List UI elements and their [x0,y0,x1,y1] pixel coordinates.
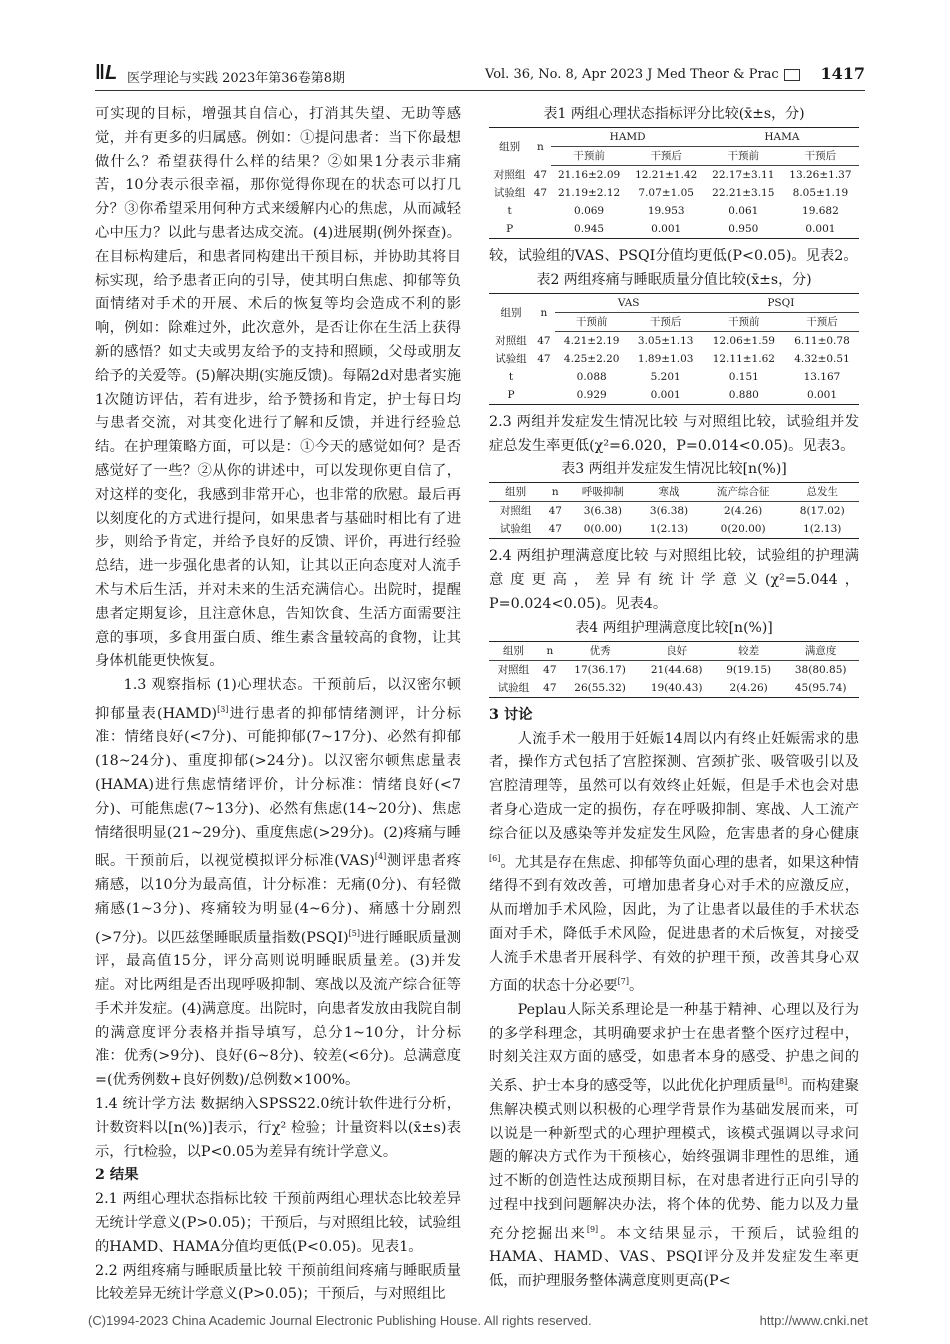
section-2-1: 2.1 两组心理状态指标比较 干预前两组心理状态比较差异无统计学意义(P>0.05)；干预后，与对照组比较，试验组的HAMD、HAMA分值均更低(P<0.05)。见表1。 [95,1191,461,1255]
paragraph-intervention: 可实现的目标，增强其自信心，打消其失望、无助等感觉，并有更多的归属感。例如：①提问患者：当下你最想做什么？希望获得什么样的结果？②如果1分表示非痛苦，10分表示很幸福，那你觉得你现在的状态可以打几分？③你希望采用何种方式来缓解内心的焦虑，从而减轻心中压力？以此与患者达成交流。(4)进展期(例外探查)。在目标构建后，和患者同构建出干预目标，并协助其将目标实现，给予患者正向的引导，使其明白焦虑、抑郁等负面情绪对手术的开展、术后的恢复等均会造成不利的影响，例如：除难过外，此次意外，是否让你在生活上获得新的感悟？如丈夫或男友给予的支持和照顾，父母或朋友给予的关爱等。(5)解决期(实施反馈)。每隔2d对患者实施1次随访评估，若有进步，给予赞扬和肯定，护士每日均与患者交流，对其变化进行了解和反馈，并进行经验总结。在护理策略方面，可以是：①今天的感觉如何？是否感觉好了一些？②从你的讲述中，可以发现你更自信了，对这样的变化，我感到非常开心，也非常的欣慰。最后再以刻度化的方式进行提问，如果患者与基础时相比有了进步，则给予肯定，并给予良好的反馈、评价，再进行经验总结，进一步强化患者的认知，让其以正向态度对人流手术与术后生活，并对未来的生活充满信心。出院时，提醒患者定期复诊，且注意休息，告知饮食、生活方面需要注意的事项，多食用蛋白质、维生素含量较高的食物，让其身体机能更快恢复。 [95,106,461,670]
table-row: t 0.088 5.201 0.151 13.167 [508,370,841,383]
left-column [95,103,461,1307]
journal-logo-icon: ǁL [95,62,118,84]
heading-discussion: 3 讨论 [489,706,533,723]
header-journal-cn: 医学理论与实践 2023年第36卷第8期 [127,71,346,86]
section-2-2: 2.2 两组疼痛与睡眠质量比较 干预前组间疼痛与睡眠质量比较差异无统计学意义(P>0.05)；干预后，与对照组比 [95,1262,461,1303]
table-row: 试验组 47 26(55.32) 19(40.43) 2(4.26) 45(95.74) [489,679,859,698]
table-row: P 0.945 0.001 0.950 0.001 [489,220,859,239]
table-row: 试验组 47 21.19±2.12 7.07±1.05 22.21±3.15 8.05±1.19 [493,187,849,199]
discussion-paragraph-2: Peplau人际关系理论是一种基于精神、心理以及行为的多学科理念，其明确要求护士在患者整个医疗过程中，时刻关注双方面的感受，如患者本身的感受、护患之间的关系、护士本身的感受等，以此优化护理质量[8]。而构建聚焦解决模式则以积极的心理学背景作为基础发展而来，可以说是一种新型式的心理护理模式，该模式强调以寻求问题的解决方式作为干预核心，始终强调非理性的思维，通过不断的创造性达成预期目标，在对患者进行正向引导的过程中找到问题解决办法，将个体的优势、能力以及力量充分挖掘出来[9]。本文结果显示，干预后，试验组的HAMA、HAMD、VAS、PSQI评分及并发症发生率更低，而护理服务整体满意度则更高(P< [489,1001,860,1290]
header-box-icon [784,69,800,81]
table-row: 试验组 47 4.25±2.20 1.89±1.03 12.11±1.62 4.32±0.51 [495,352,850,365]
table2: 组别 n VAS PSQI 干预前 干预后 干预前 干预后 对照组 47 4.21±2.19 3.05±1.13 12.06±1.59 6.11±0.78 试验组 47 4.25±2.20 1.89±1.03 12.11±1.62 4.32±0.51 t 0.088 5.201 0.151 13.167 P 0.929 0.001 0.880 0.001 [489,293,859,405]
section-1-4: 1.4 统计学方法 数据纳入SPSS22.0统计软件进行分析，计数资料以[n(%)]表示，行χ² 检验；计量资料以(x̄±s)表示，行t检验，以P<0.05为差异有统计学意义。 [95,1095,461,1160]
header-journal-en: Vol. 36, No. 8, Apr 2023 J Med Theor & Prac [485,67,800,82]
discussion-paragraph-1: 人流手术一般用于妊娠14周以内有终止妊娠需求的患者，操作方式包括了宫腔探测、宫颈扩张、吸管吸引以及宫腔清理等，虽然可以有效终止妊娠，但是手术也会对患者身心造成一定的损伤，存在呼吸抑制、寒战、人工流产综合征以及感染等并发症发生风险，危害患者的身心健康[6]。尤其是存在焦虑、抑郁等负面心理的患者，如果这种情绪得不到有效改善，可增加患者身心对手术的应激反应，从而增加手术风险，因此，为了让患者以最佳的手术状态面对手术，降低手术风险，促进患者的术后恢复，对接受人流手术患者开展科学、有效的护理干预，改善其身心双方面的状态十分必要[7]。 [489,730,859,995]
table1-caption: 表1 两组心理状态指标评分比较(x̄±s，分) [543,106,805,122]
section-1-3: 1.3 观察指标 (1)心理状态。干预前后，以汉密尔顿抑郁量表(HAMD)[3]进行患者的抑郁情绪测评，计分标准：情绪良好(<7分)、可能抑郁(7~17分)、必然有抑郁(18~24分)、重度抑郁(>24分)。以汉密尔顿焦虑量表(HAMA)进行焦虑情绪评价，计分标准：情绪良好(<7分)、可能焦虑(7~13分)、必然有焦虑(14~20分)、焦虑情绪很明显(21~29分)、重度焦虑(>29分)。(2)疼痛与睡眠。干预前后，以视觉模拟评分标准(VAS)[4]测评患者疼痛感，以10分为最高值，计分标准：无痛(0分)、有轻微痛感(1~3分)、疼痛较为明显(4~6分)、痛感十分剧烈(>7分)。以匹兹堡睡眠质量指数(PSQI)[5]进行睡眠质量测评，最高值15分，评分高则说明睡眠质量差。(3)并发症。对比两组是否出现呼吸抑制、寒战以及流产综合征等手术并发症。(4)满意度。出院时，向患者发放由我院自制的满意度评分表格并指导填写，总分1~10分，计分标准：优秀(>9分)、良好(6~8分)、较差(<6分)。总满意度=(优秀例数+良好例数)/总例数×100%。 [95,677,462,1089]
cnki-link[interactable]: http://www.cnki.net [759,1313,868,1328]
table-row: P 0.929 0.001 0.880 0.001 [489,386,859,405]
right-column [489,103,859,1294]
table2-caption: 表2 两组疼痛与睡眠质量分值比较(x̄±s，分) [536,271,812,288]
section-2-4: 2.4 两组护理满意度比较 与对照组比较，试验组的护理满意度更高，差异有统计学意义(χ²=5.044，P=0.024<0.05)。见表4。 [489,548,859,612]
table4-caption: 表4 两组护理满意度比较[n(%)] [575,619,773,636]
table-row: 试验组 47 0(0.00) 1(2.13) 0(20.00) 1(2.13) [489,520,859,539]
table1: 组别 n HAMD HAMA 干预前 干预后 干预前 干预后 对照组 47 21.16±2.09 12.21±1.42 22.17±3.11 13.26±1.37 试验组 47 21.19±2.12 7.07±1.05 22.21±3.15 8.05±1.19 t 0.069 19.953 0.061 19.682 P 0.945 0.001 0.950 0.001 [489,127,859,239]
table3: 组别 n 呼吸抑制 寒战 流产综合征 总发生 对照组 47 3(6.38) 3(6.38) 2(4.26) 8(17.02) 试验组 47 0(0.00) 1(2.13) 0(20.00) 1(2.13) [489,482,859,539]
table-row: 对照组 47 21.16±2.09 12.21±1.42 22.17±3.11 13.26±1.37 [493,168,852,181]
page-number: 1417 [820,64,865,83]
table3-caption: 表3 两组并发症发生情况比较[n(%)] [561,461,787,478]
header-rule [95,90,865,91]
heading-results: 2 结果 [95,1167,139,1184]
copyright-footer [88,1313,868,1328]
running-header [95,62,865,88]
table4: 组别 n 优秀 良好 较差 满意度 对照组 47 17(36.17) 21(44.68) 9(19.15) 38(80.85) 试验组 47 26(55.32) 19(40.43) 2(4.26) 45(95.74) [489,641,859,698]
section-2-3: 2.3 两组并发症发生情况比较 与对照组比较，试验组并发症总发生率更低(χ²=6.020，P=0.014<0.05)。见表3。 [489,413,859,454]
table-row: t 0.069 19.953 0.061 19.682 [507,205,839,217]
table-row: 对照组 47 4.21±2.19 3.05±1.13 12.06±1.59 6.11±0.78 [495,334,850,347]
section-2-2-cont: 较，试验组的VAS、PSQI分值均更低(P<0.05)。见表2。 [489,248,858,264]
table-row: 对照组 47 17(36.17) 21(44.68) 9(19.15) 38(80.85) [497,663,847,676]
copyright-text: (C)1994-2023 China Academic Journal Electronic Publishing House. All rights reserved. [88,1313,592,1328]
table-row: 对照组 47 3(6.38) 3(6.38) 2(4.26) 8(17.02) [499,505,845,518]
